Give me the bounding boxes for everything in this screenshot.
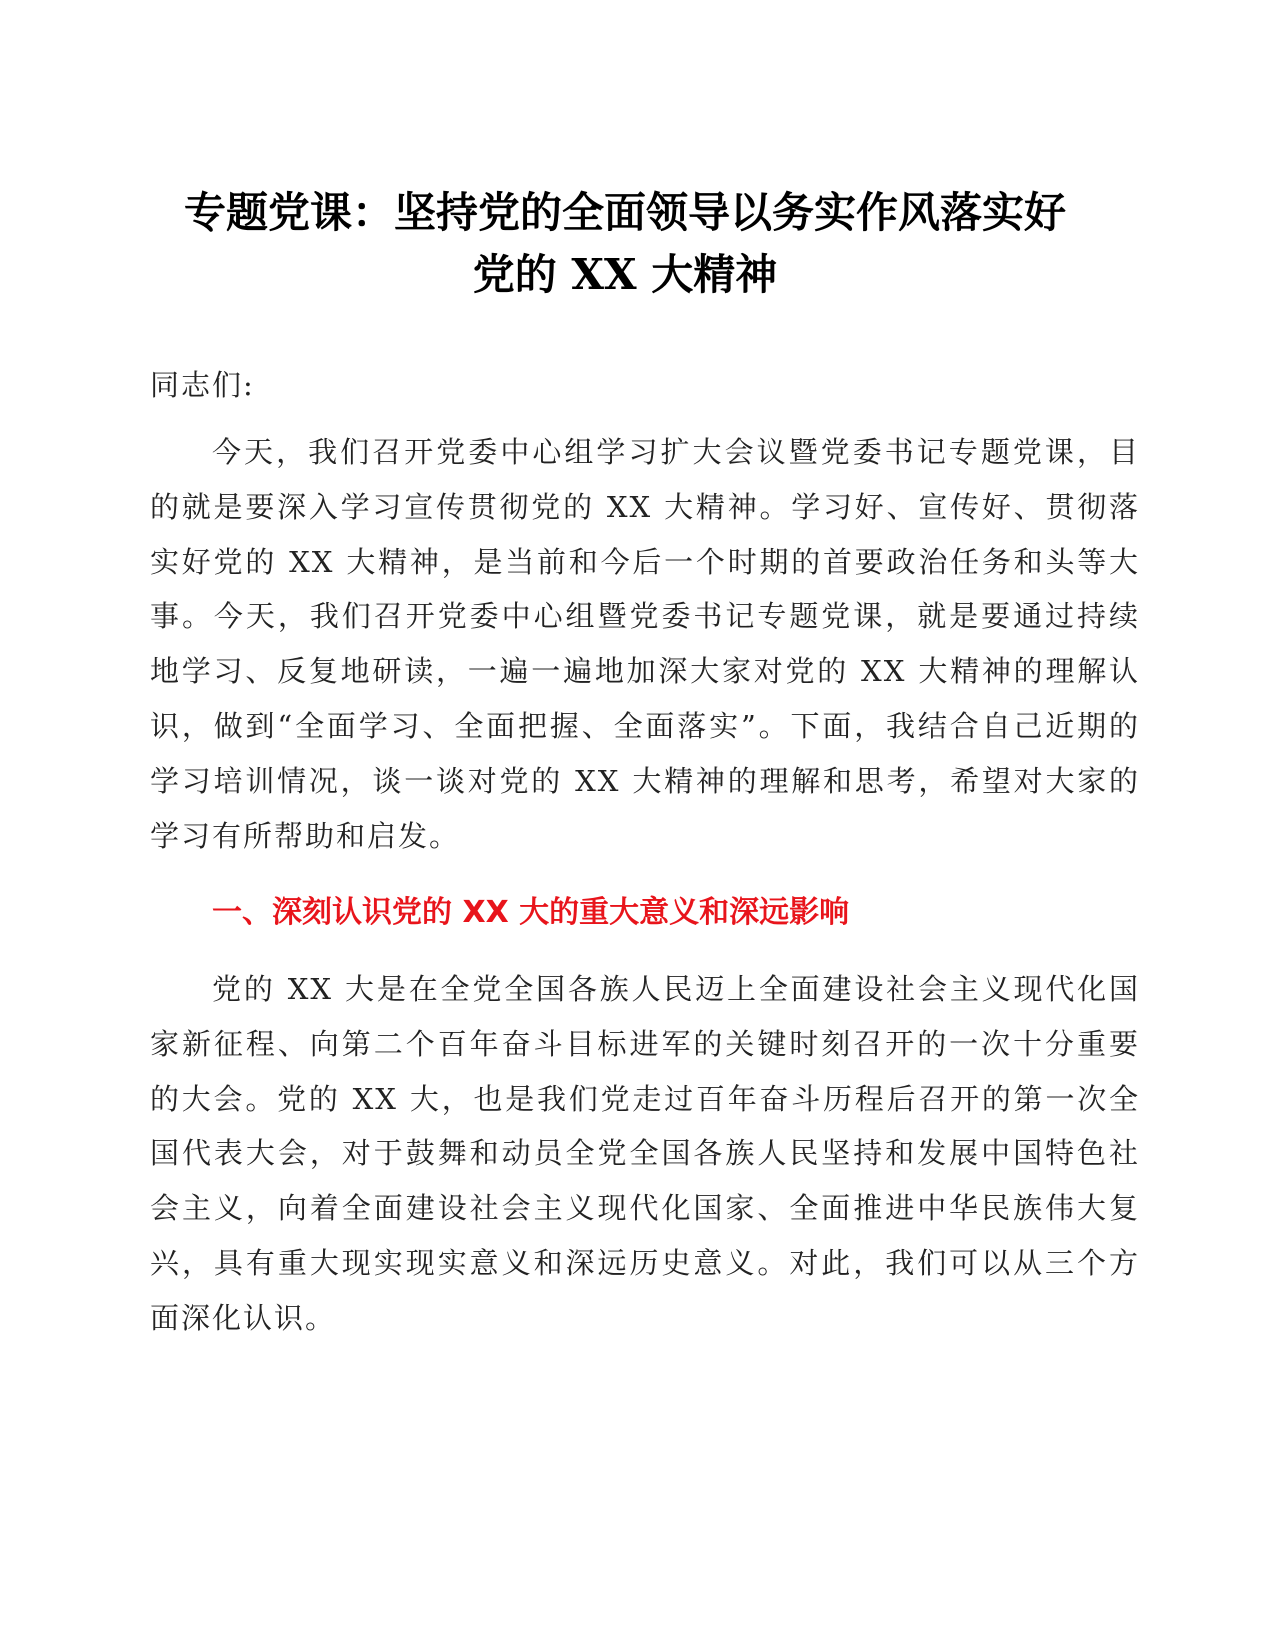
intro-paragraph: 今天，我们召开党委中心组学习扩大会议暨党委书记专题党课，目的就是要深入学习宣传贯彻党的 XX 大精神。学习好、宣传好、贯彻落实好党的 XX 大精神，是当前和今后一个时期的首要政治任务和头等大事。今天，我们召开党委中心组暨党委书记专题党课，就是要通过持续地学习、反复地研读，一遍一遍地加深大家对党的 XX 大精神的理解认识，做到“全面学习、全面把握、全面落实”。下面，我结合自己近期的学习培训情况，谈一谈对党的 XX 大精神的理解和思考，希望对大家的学习有所帮助和启发。 [150, 435, 1140, 853]
section-1-paragraph: 党的 XX 大是在全党全国各族人民迈上全面建设社会主义现代化国家新征程、向第二个百年奋斗目标进军的关键时刻召开的一次十分重要的大会。党的 XX 大，也是我们党走过百年奋斗历程后召开的第一次全国代表大会，对于鼓舞和动员全党全国各族人民坚持和发展中国特色社会主义，向着全面建设社会主义现代化国家、全面推进中华民族伟大复兴，具有重大现实现实意义和深远历史意义。对此，我们可以从三个方面深化认识。 [150, 972, 1140, 1335]
section-heading-1: 一、深刻认识党的 XX 大的重大意义和深远影响 [212, 895, 850, 930]
salutation: 同志们: [150, 368, 255, 402]
document-title [120, 182, 1130, 306]
title-line-2: 党的 XX 大精神 [472, 250, 778, 299]
title-line-1: 专题党课：坚持党的全面领导以务实作风落实好 [183, 188, 1066, 237]
